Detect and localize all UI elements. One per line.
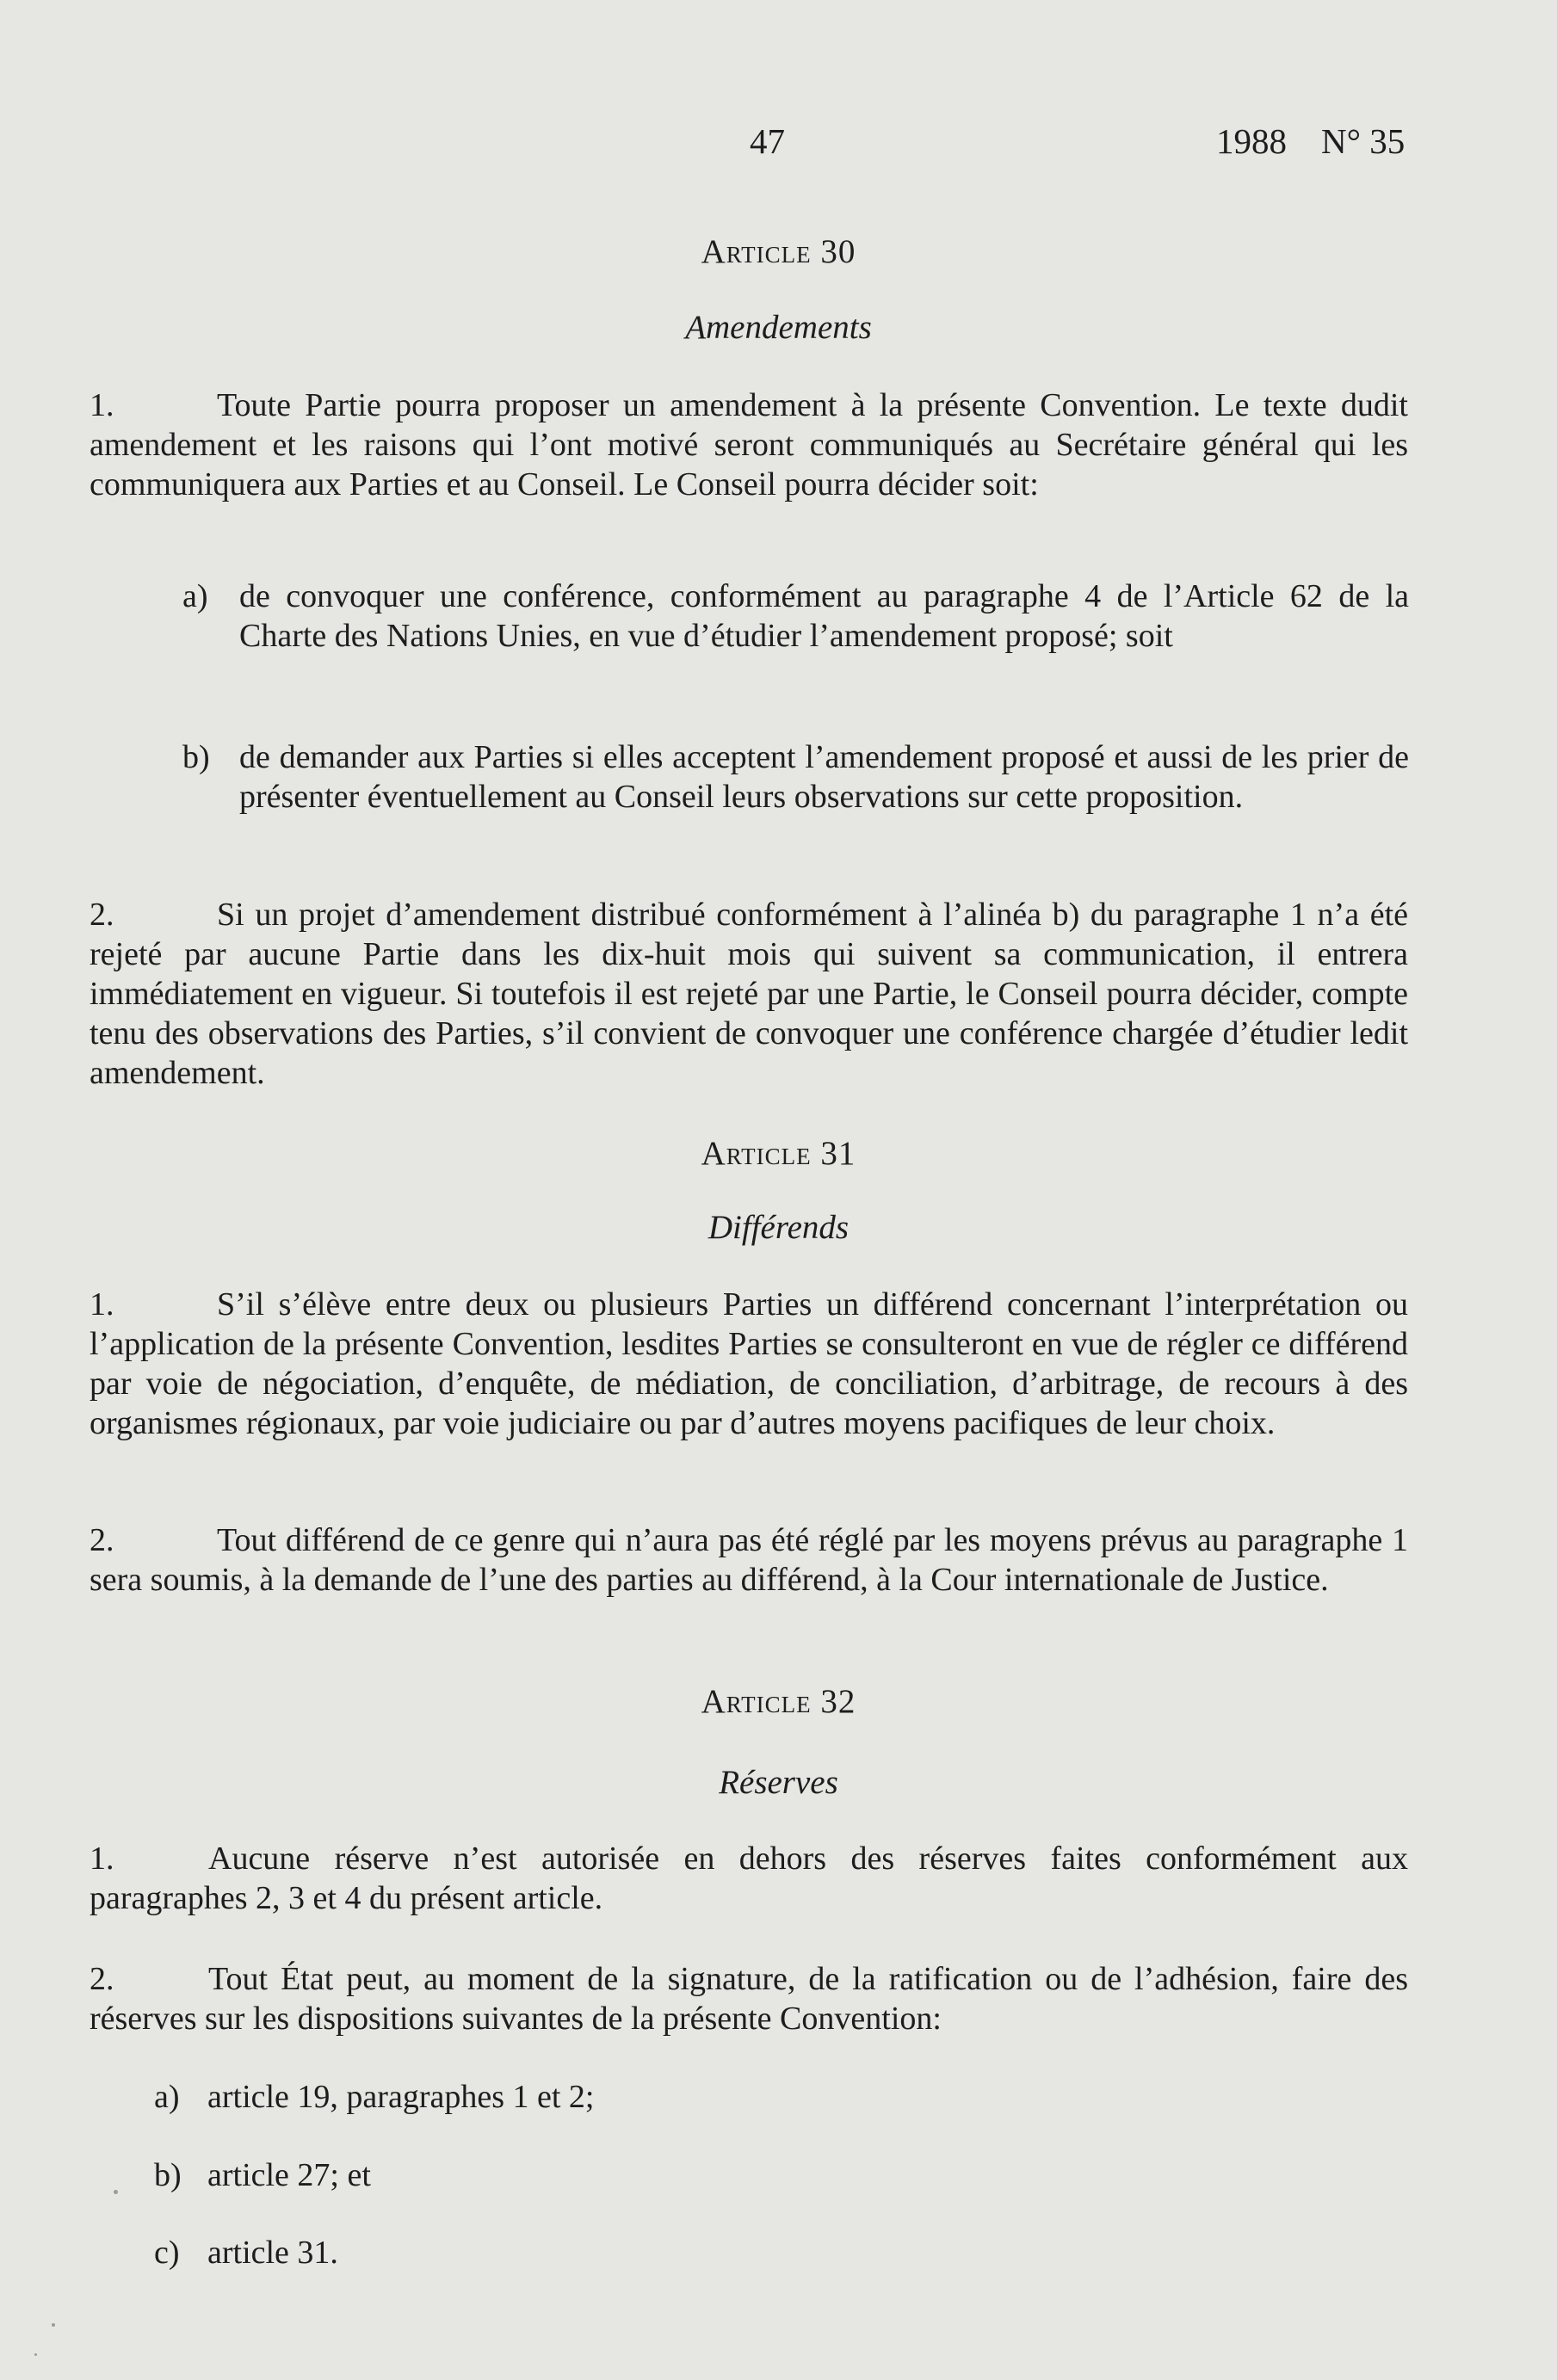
article-32-item-c (154, 2233, 338, 2272)
paragraph-number: 1. (90, 1286, 114, 1323)
item-text: article 31. (207, 2235, 338, 2271)
paragraph-number: 1. (90, 387, 114, 423)
article-31-paragraph-2 (90, 1520, 1408, 1600)
item-label: b) (154, 2157, 182, 2193)
item-text: de demander aux Parties si elles acceptent l’amendement proposé et aussi de les prier de présenter éventuellement au Conseil leurs observations sur cette proposition. (239, 739, 1409, 815)
article-30-heading: Article 30 (701, 233, 856, 270)
paragraph-number: 2. (90, 897, 114, 933)
item-label: a) (182, 578, 208, 614)
item-text: de convoquer une conférence, conformément au paragraphe 4 de l’Article 62 de la Charte des Nations Unies, en vue d’étudier l’amendement proposé; soit (239, 578, 1409, 654)
article-30-paragraph-1 (90, 385, 1408, 504)
article-31-subtitle: Différends (707, 1209, 850, 1246)
scan-speck (52, 2323, 55, 2327)
article-30-item-a (182, 577, 1409, 656)
paragraph-text: S’il s’élève entre deux ou plusieurs Parties un différend concernant l’interprétation ou l’application de la présente Convention, lesdites Parties se consulteront en vue de régler ce différend par voie de négociation, d’enquête, de médiation, de conciliation, d’arbitrage, de recours à des organismes régionaux, par voie judiciaire ou par d’autres moyens pacifiques de leur choix. (90, 1286, 1408, 1441)
item-text: article 27; et (207, 2157, 371, 2193)
item-label: a) (154, 2079, 180, 2115)
item-text: article 19, paragraphes 1 et 2; (207, 2079, 595, 2115)
article-30-item-b (182, 737, 1409, 817)
paragraph-text: Tout différend de ce genre qui n’aura pas été réglé par les moyens prévus au paragraphe 1 sera soumis, à la demande de l’une des parties au différend, à la Cour internationale de Justice. (90, 1522, 1408, 1598)
article-30-paragraph-2 (90, 895, 1408, 1093)
page-number: 47 (750, 121, 785, 161)
paragraph-number: 1. (90, 1840, 114, 1877)
article-32-item-b (154, 2155, 371, 2195)
paragraph-text: Si un projet d’amendement distribué conformément à l’alinéa b) du paragraphe 1 n’a été rejeté par aucune Partie dans les dix-huit mois qui suivent sa communication, il entrera immédiatement en vigueur. Si toutefois il est rejeté par une Partie, le Conseil pourra décider, compte tenu des observations des Parties, s’il convient de convoquer une conférence chargée d’étudier ledit amendement. (90, 897, 1408, 1091)
paragraph-number: 2. (90, 1961, 114, 1997)
header-issue-number: N° 35 (1321, 121, 1406, 161)
item-label: c) (154, 2235, 180, 2271)
article-31-paragraph-1 (90, 1285, 1408, 1443)
paragraph-text: Toute Partie pourra proposer un amendement à la présente Convention. Le texte dudit amendement et les raisons qui l’ont motivé seront communiqués au Secrétaire général qui les communiquera aux Parties et au Conseil. Le Conseil pourra décider soit: (90, 387, 1408, 503)
header-year: 1988 (1216, 121, 1287, 161)
article-32-paragraph-1 (90, 1839, 1408, 1918)
article-32-item-a (154, 2077, 594, 2117)
article-32-subtitle: Réserves (719, 1764, 838, 1801)
paragraph-number: 2. (90, 1522, 114, 1558)
scan-speck (114, 2190, 118, 2194)
article-30-subtitle: Amendements (685, 309, 872, 346)
article-31-heading: Article 31 (701, 1135, 856, 1172)
scan-speck (34, 2353, 37, 2356)
paragraph-text: Aucune réserve n’est autorisée en dehors des réserves faites conformément aux paragraphes 2, 3 et 4 du présent article. (90, 1840, 1408, 1916)
article-32-paragraph-2 (90, 1959, 1408, 2038)
item-label: b) (182, 739, 210, 775)
paragraph-text: Tout État peut, au moment de la signature, de la ratification ou de l’adhésion, faire des réserves sur les dispositions suivantes de la présente Convention: (90, 1961, 1408, 2037)
article-32-heading: Article 32 (701, 1683, 856, 1720)
